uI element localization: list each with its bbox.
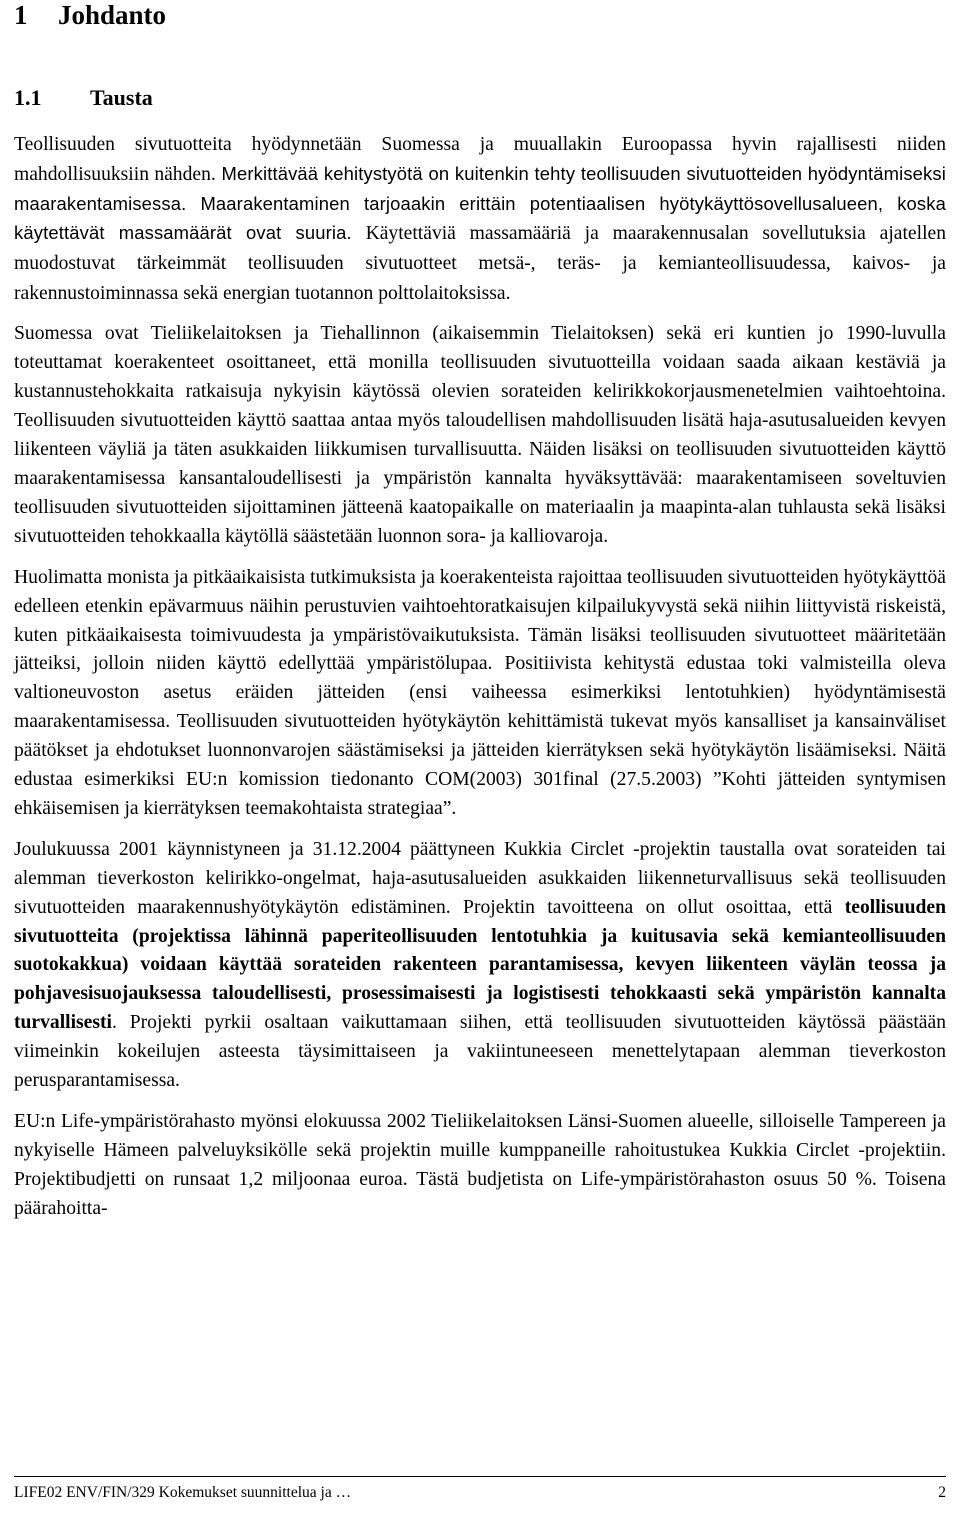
section-title: Tausta bbox=[90, 85, 153, 110]
chapter-title: Johdanto bbox=[58, 0, 167, 30]
paragraph-1-serif: Teollisuuden sivutuotteita hyödynnetään Suomessa ja muuallakin Euroopassa hyvin rajallisesti niiden mahdollisuuksiin nähden. bbox=[14, 134, 946, 185]
page-number: 2 bbox=[938, 1484, 946, 1501]
paragraph-4-outro: . Projekti pyrkii osaltaan vaikuttamaan siihen, että teollisuuden sivutuotteiden käytössä päästään viimeinkin kokeilujen asteesta täysimittaiseen ja vakiintuneeseen menettelytapaan alemman tieverkoston perusparantamisessa. bbox=[14, 1012, 946, 1092]
chapter-heading bbox=[14, 0, 946, 30]
paragraph-1 bbox=[14, 130, 946, 308]
chapter-number: 1 bbox=[14, 0, 28, 30]
paragraph-3: Huolimatta monista ja pitkäaikaisista tutkimuksista ja koerakenteista rajoittaa teollisuuden sivutuotteiden hyötykäyttöä edelleen etenkin epävarmuus näihin perustuvien vaihtoehtoratkaisujen kilpailukyvystä sekä niihin liittyvistä riskeistä, kuten pitkäaikaisesta toimivuudesta ja ympäristövaikutuksista. Tämän lisäksi teollisuuden sivutuotteet määritetään jätteiksi, jolloin niiden käyttö edellyttää ympäristölupaa. Positiivista kehitystä edustaa toki valmisteilla oleva valtioneuvoston asetus eräiden jätteiden (ensi vaiheessa esimerkiksi lentotuhkien) hyödyntämisestä maarakentamisessa. Teollisuuden sivutuotteiden hyötykäytön kehittämistä tukevat myös kansalliset ja kansainväliset päätökset ja ehdotukset luonnonvarojen säästämiseksi ja jätteiden kierrätyksen sekä hyötykäytön lisäämiseksi. Näitä edustaa esimerkiksi EU:n komission tiedonanto COM(2003) 301final (27.5.2003) ”Kohti jätteiden syntymisen ehkäisemisen ja kierrätyksen teemakohtaista strategiaa”. bbox=[14, 566, 946, 819]
page-footer bbox=[14, 1476, 946, 1503]
section-heading bbox=[14, 84, 946, 112]
footer-text: LIFE02 ENV/FIN/329 Kokemukset suunnittelua ja … bbox=[14, 1484, 352, 1501]
paragraph-1-tail: Käytettäviä massamääriä ja maarakennusalan sovellutuksia ajatellen muodostuvat tärkeimmät teollisuuden sivutuotteet metsä-, teräs- ja kemianteollisuudessa, kaivos- ja rakennustoiminnassa sekä energian tuotannon polttolaitoksissa. bbox=[14, 222, 947, 304]
section-number: 1.1 bbox=[14, 85, 42, 110]
paragraph-4 bbox=[14, 836, 946, 1096]
paragraph-5: EU:n Life-ympäristörahasto myönsi elokuussa 2002 Tieliikelaitoksen Länsi-Suomen alueelle, silloiselle Tampereen ja nykyiselle Hämeen palveluyksikölle sekä projektin muille kumppaneille rahoitustukea Kukkia Circlet -projektiin. Projektibudjetti on runsaat 1,2 miljoonaa euroa. Tästä budjetista on Life-ympäristörahaston osuus 50 %. Toisena päärahoitta- bbox=[14, 1111, 946, 1219]
paragraph-1-sans: Merkittävää kehitystyötä on kuitenkin tehty teollisuuden sivutuotteiden hyödyntämiseksi maarakentamisessa. Maarakentaminen tarjoaakin erittäin potentiaalisen hyötykäyttösovellusalueen, koska käytettävät massamäärät ovat suuria. bbox=[14, 162, 946, 243]
paragraph-4-bold: teollisuuden sivutuotteita (projektissa lähinnä paperiteollisuuden lentotuhkia ja kuitusavia sekä kemianteollisuuden suotokakkua) voidaan käyttää sorateiden rakenteen parantamisessa, kevyen liikenteen väylän teossa ja pohjavesisuojauksessa taloudellisesti, prosessimaisesti ja logistisesti tehokkaasti sekä ympäristön kannalta turvallisesti bbox=[14, 896, 946, 1034]
document-page bbox=[14, 0, 946, 1224]
paragraph-2: Suomessa ovat Tieliikelaitoksen ja Tiehallinnon (aikaisemmin Tielaitoksen) sekä eri kuntien jo 1990-luvulla toteuttamat koerakenteet osoittaneet, että monilla teollisuuden sivutuotteilla voidaan saada aikaan kestäviä ja kustannustehokkaita ratkaisuja nykyisin käytössä olevien sorateiden kelirikkokorjausmenetelmien vaihtoehtoina. Teollisuuden sivutuotteiden käyttö saattaa antaa myös taloudellisen mahdollisuuden lisätä haja-asutusalueiden kevyen liikenteen väyliä ja täten asukkaiden liikkumisen turvallisuutta. Näiden lisäksi on teollisuuden sivutuotteiden käyttö maarakentamisessa kansantaloudellisesti ja ympäristön kannalta hyväksyttävää: maarakentamiseen soveltuvien teollisuuden sivutuotteiden sijoittaminen jätteenä kaatopaikalle on materiaalin ja maapinta-alan tuhlausta sekä lisäksi sivutuotteiden tehokkaalla käytöllä säästetään luonnon sora- ja kalliovaroja. bbox=[14, 323, 946, 547]
paragraph-4-intro: Joulukuussa 2001 käynnistyneen ja 31.12.2004 päättyneen Kukkia Circlet -projektin taustalla ovat sorateiden tai alemman tieverkoston kelirikko-ongelmat, haja-asutusalueiden asukkaiden liikenneturvallisuus sekä teollisuuden sivutuotteiden maarakennushyötykäytön edistäminen. Projektin tavoitteena on ollut osoittaa, että bbox=[14, 838, 946, 918]
